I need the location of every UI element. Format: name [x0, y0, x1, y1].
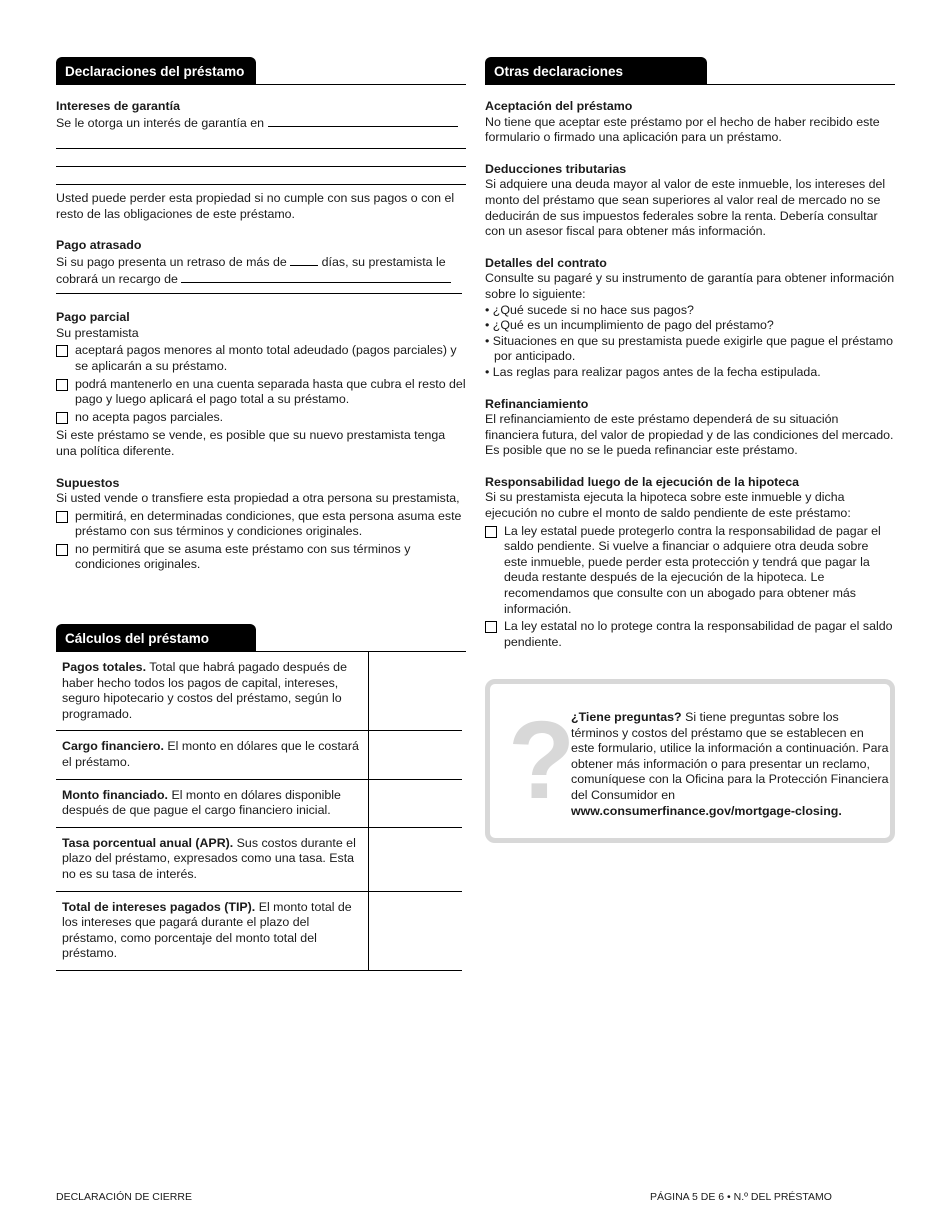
calc-value-cell[interactable] — [369, 827, 463, 891]
liability-heading: Responsabilidad luego de la ejecución de la hipoteca — [485, 474, 799, 489]
calc-row — [56, 779, 462, 827]
partial-payment-section — [56, 310, 466, 459]
calc-value-cell[interactable] — [369, 779, 463, 827]
calc-description: El monto en dólares que le costará el préstamo. — [62, 739, 359, 770]
calc-description: El monto total de los intereses que pagará durante el plazo del préstamo, como porcentaje del monto total del préstamo. — [62, 899, 352, 961]
tax-deductions-text: Si adquiere una deuda mayor al valor de este inmueble, los intereses del monto del préstamo que sean superiores al valor real de mercado no se deducirán de sus impuestos federales sobre la renta. Debería consultar con un asesor fiscal para obtener más información. — [485, 177, 886, 239]
partial-payment-intro: Su prestamista — [56, 325, 139, 340]
calc-term: Cargo financiero. — [62, 739, 164, 754]
calc-row-label — [56, 731, 369, 779]
loan-calculations-header — [56, 623, 466, 652]
refinance-section — [485, 397, 895, 459]
footer-right: PÁGINA 5 DE 6 • N.º DEL PRÉSTAMO — [650, 1191, 832, 1203]
liability-option-not-protected-label: La ley estatal no lo protege contra la responsabilidad de pagar el saldo pendiente. — [504, 619, 893, 649]
calc-term: Monto financiado. — [62, 787, 168, 802]
liability-option-not-protected-checkbox[interactable] — [485, 621, 497, 633]
calc-value-cell[interactable] — [369, 652, 463, 731]
calc-row-label — [56, 779, 369, 827]
left-column — [56, 56, 466, 971]
refinance-heading: Refinanciamiento — [485, 396, 589, 411]
late-payment-section — [56, 238, 466, 294]
security-interest-line-2[interactable] — [56, 131, 466, 149]
assumption-intro: Si usted vende o transfiere esta propiedad a otra persona su prestamista, — [56, 491, 460, 506]
calc-description: Sus costos durante el plazo del préstamo, expresados como una tasa. Esta no es su tasa de interés. — [62, 835, 356, 881]
calc-row — [56, 652, 462, 731]
partial-option-reject-label: no acepta pagos parciales. — [75, 409, 224, 424]
questions-body: Si tiene preguntas sobre los términos y costos del préstamo que se establecen en este formulario, utilice la información a continuación. Para obtener más información o para presentar un reclamo, comuníquese con la Oficina para la Protección Financiera del Consumidor en — [571, 710, 889, 802]
partial-option-hold — [56, 377, 466, 408]
loan-calculations-table — [56, 652, 462, 971]
tax-deductions-heading: Deducciones tributarias — [485, 161, 627, 176]
calc-row — [56, 891, 462, 970]
security-interest-text: Se le otorga un interés de garantía en — [56, 115, 265, 130]
liability-section — [485, 475, 895, 651]
security-interest-blank[interactable] — [268, 115, 458, 127]
calc-value-cell[interactable] — [369, 731, 463, 779]
question-mark-icon: ? — [508, 699, 576, 822]
loan-acceptance-heading: Aceptación del préstamo — [485, 99, 633, 113]
late-fee-line-2[interactable] — [56, 287, 462, 294]
loan-calculations-title: Cálculos del préstamo — [56, 624, 256, 651]
late-payment-text-b: días, su prestamista le cobrará un recargo de — [56, 254, 446, 286]
liability-option-protected-label: La ley estatal puede protegerlo contra la responsabilidad de pagar el saldo pendiente. Si vuelve a financiar o adquiere otra deuda sobre este inmueble, puede perder esta protección y tendrá que pagar la deuda restante después de la ejecución de la hipoteca. Le recomendamos que consulte con un abogado para obtener más información. — [504, 523, 881, 616]
calc-term: Tasa porcentual anual (APR). — [62, 835, 234, 850]
assumption-option-deny — [56, 542, 466, 573]
security-interest-line-4[interactable] — [56, 167, 466, 185]
questions-box — [485, 679, 895, 843]
calc-row-label — [56, 652, 369, 731]
calc-row — [56, 827, 462, 891]
loan-acceptance-text: No tiene que aceptar este préstamo por el hecho de haber recibido este formulario o firmado una aplicación para un préstamo. — [485, 114, 880, 145]
refinance-text: El refinanciamiento de este préstamo dependerá de su situación financiera futura, del valor de propiedad y de las condiciones del mercado. Es posible que no se le pueda refinanciar este préstamo. — [485, 412, 894, 458]
partial-payment-heading: Pago parcial — [56, 310, 130, 325]
security-interest-heading: Intereses de garantía — [56, 99, 180, 113]
calc-row-label — [56, 827, 369, 891]
assumption-option-deny-checkbox[interactable] — [56, 544, 68, 556]
security-interest-line-3[interactable] — [56, 149, 466, 167]
partial-option-reject-checkbox[interactable] — [56, 412, 68, 424]
loan-disclosures-header — [56, 56, 466, 85]
security-interest-note: Usted puede perder esta propiedad si no cumple con sus pagos o con el resto de las obligaciones de este préstamo. — [56, 191, 455, 221]
partial-option-hold-label: podrá mantenerlo en una cuenta separada hasta que cubra el resto del pago y luego aplicará el pago total a su préstamo. — [75, 376, 466, 407]
calc-term: Pagos totales. — [62, 660, 147, 675]
liability-option-protected — [485, 524, 895, 618]
calc-term: Total de intereses pagados (TIP). — [62, 899, 256, 914]
partial-option-accept-label: aceptará pagos menores al monto total adeudado (pagos parciales) y se aplicarán a su préstamo. — [75, 343, 457, 373]
loan-acceptance-section — [485, 99, 895, 146]
contract-bullet: • ¿Qué es un incumplimiento de pago del préstamo? — [485, 318, 774, 333]
contract-bullet: • ¿Qué sucede si no hace sus pagos? — [485, 302, 694, 317]
calc-description: Total que habrá pagado después de haber hecho todos los pagos de capital, intereses, seguro hipotecario y costos del préstamo, según lo programado. — [62, 660, 347, 721]
partial-option-hold-checkbox[interactable] — [56, 379, 68, 391]
contract-details-heading: Detalles del contrato — [485, 255, 607, 270]
contract-bullet: • Situaciones en que su prestamista puede exigirle que pague el préstamo por anticipado. — [485, 333, 893, 364]
security-interest-section — [56, 99, 466, 222]
late-days-blank[interactable] — [290, 254, 318, 266]
partial-option-accept — [56, 343, 466, 374]
liability-intro: Si su prestamista ejecuta la hipoteca sobre este inmueble y dicha ejecución no cubre el monto de saldo pendiente de este préstamo: — [485, 490, 851, 521]
contract-bullet: • Las reglas para realizar pagos antes de la fecha estipulada. — [485, 364, 821, 379]
tax-deductions-section — [485, 162, 895, 240]
partial-option-reject — [56, 410, 466, 426]
other-disclosures-header — [485, 56, 895, 85]
assumption-section — [56, 476, 466, 574]
calc-row-label — [56, 891, 369, 970]
footer-left: DECLARACIÓN DE CIERRE — [56, 1191, 192, 1203]
late-payment-text-a: Si su pago presenta un retraso de más de — [56, 254, 287, 269]
liability-option-not-protected — [485, 619, 895, 650]
assumption-option-allow-checkbox[interactable] — [56, 511, 68, 523]
liability-option-protected-checkbox[interactable] — [485, 526, 497, 538]
contract-details-section — [485, 256, 895, 381]
assumption-option-allow — [56, 509, 466, 540]
calc-value-cell[interactable] — [369, 891, 463, 970]
questions-text — [571, 710, 889, 819]
other-disclosures-title: Otras declaraciones — [485, 57, 707, 84]
partial-payment-note: Si este préstamo se vende, es posible que su nuevo prestamista tenga una política diferente. — [56, 428, 446, 458]
assumption-option-deny-label: no permitirá que se asuma este préstamo con sus términos y condiciones originales. — [75, 541, 411, 572]
late-payment-heading: Pago atrasado — [56, 238, 142, 253]
calc-row — [56, 731, 462, 779]
cfpb-link[interactable]: www.consumerfinance.gov/mortgage-closing. — [571, 803, 842, 818]
contract-details-intro: Consulte su pagaré y su instrumento de garantía para obtener información sobre lo siguiente: — [485, 271, 895, 301]
assumption-heading: Supuestos — [56, 475, 120, 490]
loan-disclosures-title: Declaraciones del préstamo — [56, 57, 256, 84]
assumption-option-allow-label: permitirá, en determinadas condiciones, que esta persona asuma este préstamo con sus términos y condiciones originales. — [75, 508, 462, 539]
late-fee-blank[interactable] — [181, 271, 451, 283]
partial-option-accept-checkbox[interactable] — [56, 345, 68, 357]
right-column — [485, 56, 895, 666]
questions-lead: ¿Tiene preguntas? — [571, 710, 682, 724]
calc-description: El monto en dólares disponible después de que pague el cargo financiero inicial. — [62, 787, 341, 818]
